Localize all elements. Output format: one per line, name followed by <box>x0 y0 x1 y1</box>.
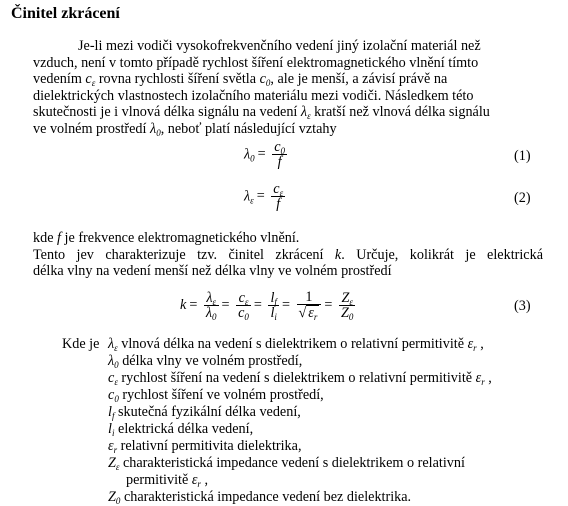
definition-text: elektrická délka vedení, <box>118 421 254 437</box>
para1-line4: dielektrických vlastnostech izolačního materiálu mezi vodiči. Následkem této <box>33 87 474 104</box>
definition-symbol: $\lambda_\varepsilon$ <box>108 336 118 353</box>
definition-item <box>108 455 465 472</box>
equation-3: k = $\frac{\lambda_\varepsilon}{\lambda_0}$ = $\frac{c_\varepsilon}{c_0}$ = $\frac{l_f}{l_i}$ = $\frac{1}{√ \varepsilon_r}$ = $\frac{Z_\varepsilon}{Z_0}$ <box>180 289 354 322</box>
definition-text: rychlost šíření na vedení s dielektrikem o relativní permitivitě <box>121 370 473 386</box>
equation-2-number: (2) <box>514 190 531 206</box>
eq2-fraction: $\frac{c_\varepsilon}{f}$ <box>273 181 284 212</box>
intro-paragraph <box>33 38 543 137</box>
para2-line2: Tento jev charakterizuje tzv. činitel zkrácení k. Určuje, kolikrát je elektrická <box>33 246 543 263</box>
definition-item: $c_\varepsilon$ rychlost šíření na vedení s dielektrikem o relativní permitivitě $\varepsilon_r$ , <box>108 370 492 387</box>
para2-line1: kde f je frekvence elektromagnetického vlnění. <box>33 230 300 246</box>
symbol-c-eps: $c_\varepsilon$ <box>85 71 96 88</box>
definition-text: charakteristická impedance vedení bez dielektrika. <box>123 489 412 505</box>
definition-symbol: $l_i$ <box>108 421 115 438</box>
definition-text: rychlost šíření ve volném prostředí, <box>122 387 324 403</box>
equation-1-number: (1) <box>514 148 531 164</box>
where-intro: Kde je <box>62 336 100 352</box>
definition-text: skutečná fyzikální délka vedení, <box>118 404 301 420</box>
definition-symbol: $Z_0$ <box>108 489 121 506</box>
definition-symbol: $Z_\varepsilon$ <box>108 455 120 472</box>
eq1-fraction: $\frac{c_0}{f}$ <box>274 139 286 170</box>
definition-symbol: $c_\varepsilon$ <box>108 370 118 387</box>
definition-symbol: $c_0$ <box>108 387 119 404</box>
definition-symbol: $l_f$ <box>108 404 115 421</box>
para1-line2: vzduch, není v tomto případě rychlost šíření elektromagnetického vlnění tímto <box>33 54 479 71</box>
para1-line6: ve volném prostředí $\lambda_0$, neboť platí následující vztahy <box>33 120 337 138</box>
definition-text: permitivitě <box>126 472 189 488</box>
para1-line5: skutečnosti je i vlnová délka signálu na vedení $\lambda_\varepsilon$ kratší než vlnová délka signálu <box>33 104 490 121</box>
symbol-lambda-eps: $\lambda_\varepsilon$ <box>300 104 311 121</box>
definition-paragraph <box>33 230 543 280</box>
symbol-c-0: $c_0$ <box>259 71 271 88</box>
para1-line3: vedením $c_\varepsilon$ rovna rychlosti šíření světla $c_0$, ale je menší, a závisí právě na <box>33 71 448 88</box>
definition-text: vlnová délka na vedení s dielektrikem o relativní permitivitě <box>121 336 465 352</box>
definition-text: charakteristická impedance vedení s dielektrikem o relativní <box>122 455 465 471</box>
para1-line1: Je-li mezi vodiči vysokofrekvenčního vedení jiný izolační materiál než <box>78 38 481 54</box>
definition-text: relativní permitivita dielektrika, <box>120 438 302 454</box>
section-title: Činitel zkrácení <box>11 5 120 22</box>
definition-item <box>108 489 411 506</box>
definition-item <box>108 421 253 438</box>
definition-item: permitivitě $\varepsilon_r$ , <box>126 472 209 489</box>
definition-item <box>108 404 301 421</box>
equation-2: $\lambda_\varepsilon$ = $\frac{c_\varepsilon}{f}$ <box>244 181 284 212</box>
definition-item: $\lambda_\varepsilon$ vlnová délka na vedení s dielektrikem o relativní permitivitě $\varepsilon_r$ , <box>108 336 484 353</box>
definition-text: délka vlny ve volném prostředí, <box>122 353 303 369</box>
definition-symbol: $\lambda_0$ <box>108 353 119 370</box>
definition-item <box>108 387 324 404</box>
symbol-lambda-0: $\lambda_0$ <box>150 120 161 138</box>
para2-line3: délka vlny na vedení menší než délka vlny ve volném prostředí <box>33 263 392 279</box>
equation-3-number: (3) <box>514 298 531 314</box>
definition-item <box>108 353 302 370</box>
definition-symbol: $\varepsilon_r$ <box>108 438 118 455</box>
equation-1: $\lambda_0$ = $\frac{c_0}{f}$ <box>244 139 286 170</box>
definition-item <box>108 438 302 455</box>
